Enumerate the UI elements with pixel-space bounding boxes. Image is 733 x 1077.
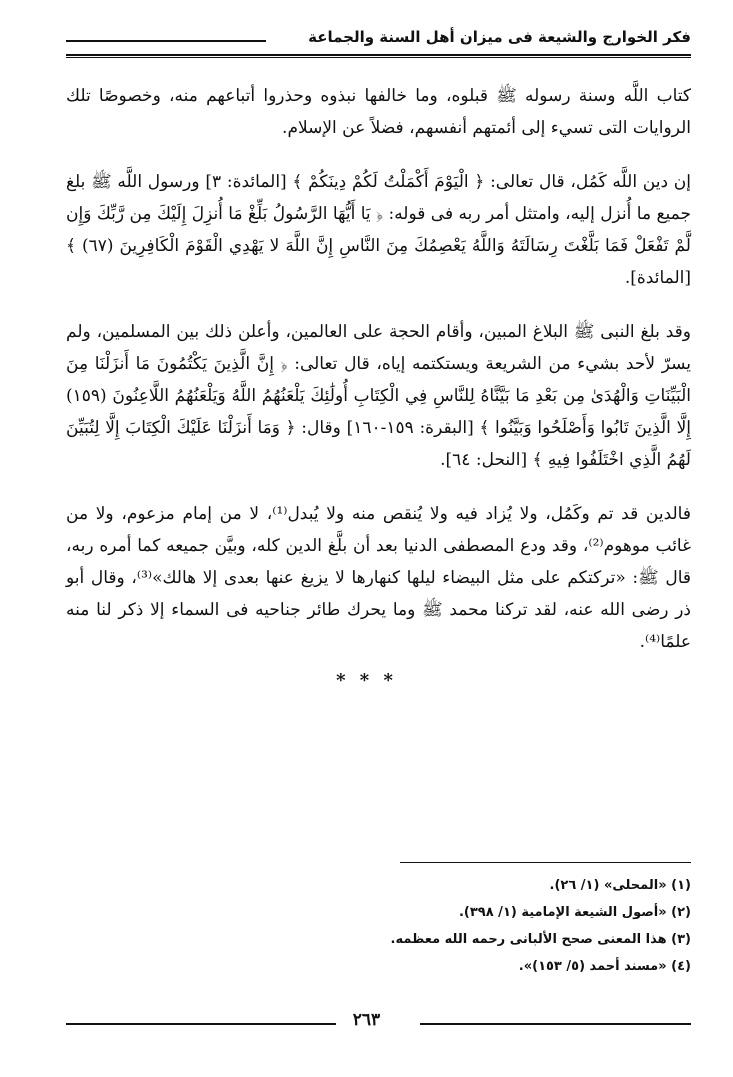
- paragraph-4: فالدين قد تم وكَمُل، ولا يُزاد فيه ولا يُنقص منه ولا يُبدل⁽¹⁾، لا من إمام مزعوم، ولا من غائب موهوم⁽²⁾، وقد ودع المصطفى الدنيا بعد أن بلَّغ الدين كله، وبيَّن جميعه كما أمره ربه، قال ﷺ: «تركتكم على مثل البيضاء ليلها كنهارها لا يزيغ عنها بعدى إلا هالك»⁽³⁾، وقال أبو ذر رضى الله عنه، لقد تركنا محمد ﷺ وما يحرك طائر جناحيه فى السماء إلا ذكر لنا منه علمًا⁽⁴⁾.: [66, 504, 691, 652]
- running-header: فكر الخوارج والشيعة فى ميزان أهل السنة والجماعة: [308, 28, 691, 46]
- footnotes: [300, 872, 691, 980]
- header-rule: [66, 54, 691, 56]
- footnote-rule: [400, 862, 691, 863]
- body-text: [66, 80, 691, 680]
- paragraph-1: كتاب اللَّه وسنة رسوله ﷺ قبلوه، وما خالفها نبذوه وحذروا أتباعهم منه، وخصوصًا تلك الروايات التى تسيء إلى أئمتهم أنفسهم، فضلاً عن الإسلام.: [66, 86, 691, 138]
- paragraph-2: إن دين اللَّه كَمُل، قال تعالى: ﴿ الْيَوْمَ أَكْمَلْتُ لَكُمْ دِينَكُمْ ﴾ [المائدة: ٣] ورسول اللَّه ﷺ بلغ جميع ما أُنزل إليه، وامتثل أمر ربه فى قوله: ﴿ يَا أَيُّهَا الرَّسُولُ بَلِّغْ مَا أُنزِلَ إِلَيْكَ مِن رَّبِّكَ وَإِن لَّمْ تَفْعَلْ فَمَا بَلَّغْتَ رِسَالَتَهُ وَاللَّهُ يَعْصِمُكَ مِنَ النَّاسِ إِنَّ اللَّهَ لا يَهْدِي الْقَوْمَ الْكَافِرِينَ (٦٧) ﴾ [المائدة].: [66, 172, 691, 288]
- footnote-2: (٢) «أصول الشيعة الإمامية (١/ ٣٩٨).: [458, 905, 691, 920]
- header-rule-left: [66, 40, 266, 42]
- footnote-1: (١) «المحلى» (١/ ٢٦).: [549, 878, 691, 893]
- section-separator: * * *: [336, 670, 397, 691]
- footer-rule-right: [420, 1023, 691, 1025]
- footnote-4: (٤) «مسند أحمد (٥/ ١٥٣)».: [518, 959, 691, 974]
- page-number: ٢٦٣: [352, 1010, 381, 1030]
- paragraph-3: وقد بلغ النبى ﷺ البلاغ المبين، وأقام الحجة على العالمين، وأعلن ذلك بين المسلمين، ولم يسرّ لأحد بشيء من الشريعة ويستكتمه إياه، قال تعالى: ﴿ إِنَّ الَّذِينَ يَكْتُمُونَ مَا أَنزَلْنَا مِنَ الْبَيِّنَاتِ وَالْهُدَىٰ مِن بَعْدِ مَا بَيَّنَّاهُ لِلنَّاسِ فِي الْكِتَابِ أُولَٰئِكَ يَلْعَنُهُمُ اللَّهُ وَيَلْعَنُهُمُ اللَّاعِنُونَ (١٥٩) إِلَّا الَّذِينَ تَابُوا وَأَصْلَحُوا وَبَيَّنُوا ﴾ [البقرة: ١٥٩-١٦٠] وقال: ﴿ وَمَا أَنزَلْنَا عَلَيْكَ الْكِتَابَ إِلَّا لِتُبَيِّنَ لَهُمُ الَّذِي اخْتَلَفُوا فِيهِ ﴾ [النحل: ٦٤].: [66, 322, 692, 470]
- header-rule-thin: [66, 57, 691, 58]
- footnote-3: (٣) هذا المعنى صحح الألبانى رحمه الله معظمه.: [390, 932, 691, 947]
